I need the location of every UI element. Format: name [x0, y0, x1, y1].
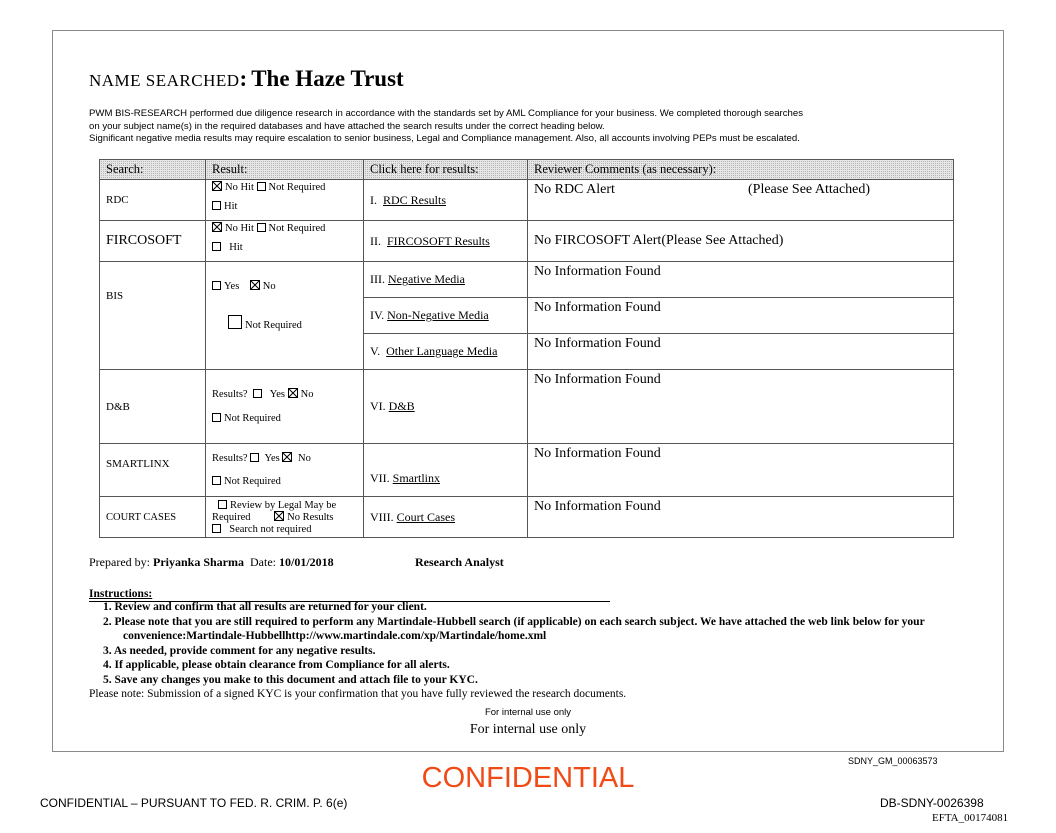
yes-label: Yes	[264, 453, 280, 464]
unchecked-checkbox-icon[interactable]	[257, 182, 266, 191]
header-click-results: Click here for results:	[364, 160, 528, 180]
instructions-heading: Instructions:	[89, 588, 153, 600]
prepared-by-line	[89, 555, 504, 570]
title-colon: :	[239, 66, 248, 91]
table-row-smartlinx	[100, 444, 954, 497]
internal-use-large: For internal use only	[469, 722, 587, 737]
instruction-item: 4. If applicable, please obtain clearance from Compliance for all alerts.	[103, 659, 450, 671]
confidential-notice: CONFIDENTIAL – PURSUANT TO FED. R. CRIM. P. 6(e)	[40, 796, 348, 810]
analyst-name: Priyanka Sharma	[152, 555, 244, 569]
intro-text	[89, 108, 969, 146]
link-cell-db[interactable]	[364, 370, 528, 444]
see-attached: (Please See Attached)	[661, 233, 784, 248]
no-hit-label: No Hit	[225, 182, 254, 193]
link-prefix: IV.	[370, 308, 385, 322]
unchecked-checkbox-icon[interactable]	[212, 281, 221, 290]
fircosoft-results-link[interactable]: FIRCOSOFT Results	[387, 233, 490, 248]
rdc-results-link[interactable]: RDC Results	[383, 192, 447, 207]
header-search: Search:	[100, 160, 206, 180]
not-required-label: Search not required	[229, 523, 312, 535]
submission-note: Please note: Submission of a signed KYC is your confirmation that you have fully reviewed the research documents.	[89, 688, 627, 700]
no-label: No	[262, 281, 276, 292]
not-required-label: Not Required	[268, 182, 326, 193]
not-required-label: Not Required	[224, 476, 281, 487]
checked-checkbox-icon[interactable]	[288, 388, 298, 398]
comment-court-cases: No Information Found	[528, 497, 954, 538]
header-result: Result:	[206, 160, 364, 180]
bates-efta: EFTA_00174081	[932, 812, 1009, 824]
hit-label: Hit	[229, 242, 243, 253]
unchecked-checkbox-icon[interactable]	[212, 242, 221, 251]
table-row-bis	[100, 262, 954, 298]
yes-label: Yes	[269, 389, 285, 400]
search-db: D&B	[100, 370, 206, 444]
instruction-item: 3. As needed, provide comment for any negative results.	[103, 644, 376, 657]
hit-label: Hit	[224, 201, 238, 212]
instruction-item: 5. Save any changes you make to this document and attach file to your KYC.	[103, 673, 478, 686]
unchecked-checkbox-icon[interactable]	[257, 223, 266, 232]
bates-sdny: SDNY_GM_00063573	[848, 756, 938, 766]
comment-non-negative-media: No Information Found	[528, 298, 954, 334]
search-fircosoft: FIRCOSOFT	[100, 221, 206, 262]
result-smartlinx	[206, 444, 364, 497]
confidential-stamp: CONFIDENTIAL	[421, 762, 635, 794]
unchecked-checkbox-icon[interactable]	[218, 500, 227, 509]
intro-line: PWM BIS-RESEARCH performed due diligence research in accordance with the standards set by AML Compliance for your business. We completed thorough searches	[89, 108, 804, 119]
table-header-row	[100, 160, 954, 180]
other-language-media-link[interactable]: Other Language Media	[386, 344, 498, 358]
intro-line: Significant negative media results may require escalation to senior business, Legal and Compliance management. Also, all accounts involving PEPs must be escalated.	[89, 133, 800, 144]
yes-label: Yes	[224, 281, 240, 292]
not-required-label: Not Required	[224, 413, 281, 424]
db-link[interactable]: D&B	[388, 399, 415, 413]
unchecked-checkbox-icon[interactable]	[212, 476, 221, 485]
link-prefix: VII.	[370, 471, 390, 485]
result-bis	[206, 262, 364, 370]
result-court-cases	[206, 497, 364, 538]
comment-fircosoft	[528, 221, 954, 262]
link-cell-other-language-media[interactable]	[364, 334, 528, 370]
intro-line: on your subject name(s) in the required databases and have attached the search results under the correct heading below.	[89, 120, 605, 132]
smartlinx-link[interactable]: Smartlinx	[392, 471, 441, 485]
prepared-by-label: Prepared by:	[89, 555, 150, 569]
link-cell-smartlinx[interactable]	[364, 444, 528, 497]
comment-smartlinx: No Information Found	[528, 444, 954, 497]
checked-checkbox-icon[interactable]	[274, 511, 284, 521]
checked-checkbox-icon[interactable]	[250, 280, 260, 290]
required-label: Required	[212, 511, 251, 523]
not-required-label: Not Required	[245, 320, 302, 331]
comment-text: No FIRCOSOFT Alert	[534, 233, 662, 248]
unchecked-checkbox-icon[interactable]	[253, 389, 262, 398]
result-rdc	[206, 180, 364, 221]
search-court-cases: COURT CASES	[100, 497, 206, 538]
comment-other-language-media: No Information Found	[528, 334, 954, 370]
search-rdc: RDC	[100, 180, 206, 221]
link-cell-negative-media[interactable]	[364, 262, 528, 298]
bates-db: DB-SDNY-0026398	[880, 796, 984, 810]
link-prefix: VI.	[370, 399, 386, 413]
page-title	[89, 66, 404, 92]
review-label: Review by Legal May be	[230, 499, 337, 511]
court-cases-link[interactable]: Court Cases	[396, 509, 455, 524]
comment-db: No Information Found	[528, 370, 954, 444]
unchecked-checkbox-icon[interactable]	[212, 201, 221, 210]
unchecked-checkbox-icon[interactable]	[228, 315, 242, 329]
table-row-fircosoft	[100, 221, 954, 262]
unchecked-checkbox-icon[interactable]	[212, 413, 221, 422]
table-row-court-cases	[100, 497, 954, 538]
analyst-role: Research Analyst	[415, 555, 504, 569]
instruction-item: 2. Please note that you are still required to perform any Martindale-Hubbell search (if applicable) on each search subject. We have attached the web link below for your convenience:Martindale-Hubbellhttp://www.martindale.com/xp/Martindale/home.xml	[103, 615, 925, 642]
checked-checkbox-icon[interactable]	[282, 452, 292, 462]
link-prefix: VIII.	[370, 509, 394, 524]
results-question: Results?	[212, 453, 248, 464]
no-label: No	[298, 453, 311, 464]
instruction-item: 1. Review and confirm that all results are returned for your client.	[103, 601, 427, 613]
not-required-label: Not Required	[268, 223, 326, 234]
searched-name: The Haze Trust	[251, 66, 404, 91]
name-searched-label: NAME SEARCHED	[89, 71, 240, 90]
link-prefix: II.	[370, 233, 381, 248]
unchecked-checkbox-icon[interactable]	[250, 453, 259, 462]
no-label: No	[300, 389, 314, 400]
non-negative-media-link[interactable]: Non-Negative Media	[387, 308, 489, 322]
link-prefix: III.	[370, 272, 385, 286]
search-bis: BIS	[100, 262, 206, 370]
results-question: Results?	[212, 389, 248, 400]
see-attached: (Please See Attached)	[748, 182, 871, 197]
results-table	[99, 159, 954, 538]
link-prefix: I.	[370, 192, 377, 207]
table-row-db	[100, 370, 954, 444]
result-db	[206, 370, 364, 444]
checked-checkbox-icon[interactable]	[212, 181, 222, 191]
header-reviewer-comments: Reviewer Comments (as necessary):	[528, 160, 954, 180]
no-results-label: No Results	[287, 511, 334, 523]
result-fircosoft	[206, 221, 364, 262]
link-cell-rdc[interactable]	[364, 180, 528, 221]
unchecked-checkbox-icon[interactable]	[212, 524, 221, 533]
date-label: Date:	[250, 555, 276, 569]
link-prefix: V.	[370, 344, 381, 358]
no-hit-label: No Hit	[225, 223, 254, 234]
prepared-date: 10/01/2018	[279, 555, 334, 569]
comment-negative-media: No Information Found	[528, 262, 954, 298]
search-smartlinx: SMARTLINX	[100, 444, 206, 497]
checked-checkbox-icon[interactable]	[212, 222, 222, 232]
internal-use-small: For internal use only	[484, 707, 572, 718]
link-cell-fircosoft[interactable]	[364, 221, 528, 262]
table-row-rdc	[100, 180, 954, 221]
comment-rdc	[528, 180, 954, 221]
negative-media-link[interactable]: Negative Media	[388, 272, 465, 286]
instructions-list	[89, 600, 989, 702]
link-cell-non-negative-media[interactable]	[364, 298, 528, 334]
comment-text: No RDC Alert	[534, 182, 615, 197]
link-cell-court-cases[interactable]	[364, 497, 528, 538]
